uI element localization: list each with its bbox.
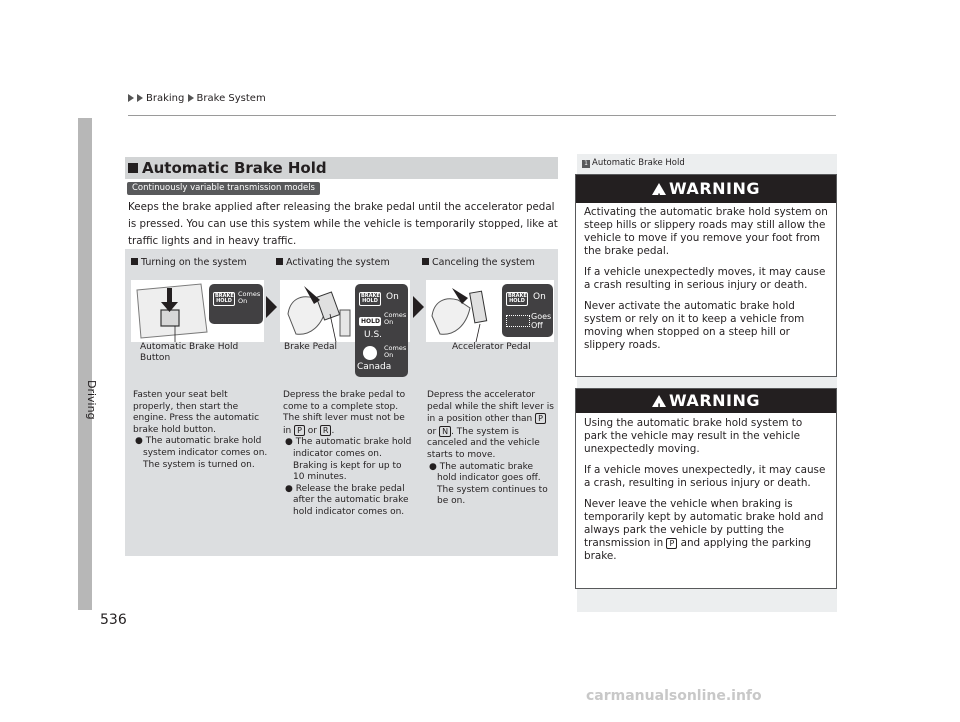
warning-1-body xyxy=(584,206,828,360)
step1-instruction: Fasten your seat belt properly, then start the engine. Press the automatic brake hold button. xyxy=(133,390,260,435)
watermark: carmanualsonline.info xyxy=(586,688,762,704)
page-number: 536 xyxy=(100,612,127,628)
step2-hold-note: Comes On xyxy=(384,311,407,326)
intro-paragraph: Keeps the brake applied after releasing the brake pedal until the accelerator pedal is pressed. You can use this system while the vehicle is temporarily stopped, like at traffic lights and in heavy traffic. xyxy=(128,201,558,247)
hold-indicator-icon: HOLD xyxy=(361,318,380,325)
warning-triangle-icon xyxy=(652,395,666,407)
step-bullet-icon xyxy=(131,258,138,265)
step-arrow-icon xyxy=(413,296,424,318)
warning-2-p2: If a vehicle moves unexpectedly, it may cause a crash, resulting in serious injury or death. xyxy=(584,464,826,489)
gear-key-r: R xyxy=(320,425,332,436)
step1-heading xyxy=(131,257,247,268)
step-bullet-icon xyxy=(422,258,429,265)
step3-heading-text: Canceling the system xyxy=(432,257,535,268)
breadcrumb-braking[interactable]: Braking xyxy=(146,93,185,104)
section-title xyxy=(128,157,327,179)
step3-text: Depress the accelerator pedal while the shift lever is in a position other than P or N . The system is canceled and the vehicle starts to move. ● The automatic brake hold indicator goes off. The system continues to be on. xyxy=(427,390,554,507)
step-bullet-icon xyxy=(276,258,283,265)
warning-1-p3: Never activate the automatic brake hold system or rely on it to keep a vehicle from moving when stopped on a steep hill or slippery roads. xyxy=(584,300,805,351)
step2-indicator-on: On xyxy=(386,292,399,302)
gear-key-p: P xyxy=(294,425,305,436)
step2-bullet-1: ● The automatic brake hold indicator comes on. Braking is kept for up to 10 minutes. xyxy=(285,437,412,483)
chapter-side-tab xyxy=(78,118,92,610)
warning-triangle-icon xyxy=(652,183,666,195)
step1-bullet: ● The automatic brake hold system indicator comes on. The system is turned on. xyxy=(135,436,268,470)
warning-1-heading: !WARNING xyxy=(576,175,836,203)
warning-2-body xyxy=(584,417,828,571)
warning-2-p3: Never leave the vehicle when braking is temporarily kept by automatic brake hold and always park the vehicle by putting the transmission in P and applying the parking brake. xyxy=(584,498,824,562)
gear-key-p: P xyxy=(535,413,546,424)
step1-text xyxy=(133,390,268,471)
brake-circle-indicator-icon xyxy=(363,346,377,360)
model-badge: Continuously variable transmission models xyxy=(127,182,320,195)
notes-title-text: Automatic Brake Hold xyxy=(592,158,685,168)
chapter-label: Driving xyxy=(85,380,98,420)
warning-1-p1: Activating the automatic brake hold system on steep hills or slippery roads may still allow the vehicle to move if you remove your foot from the brake pedal. xyxy=(584,206,828,257)
brake-hold-indicator-icon: BRAKE HOLD xyxy=(508,293,527,304)
step2-canada-note: Comes On xyxy=(384,344,407,359)
warning-1-p2: If a vehicle unexpectedly moves, it may cause a crash resulting in serious injury or death. xyxy=(584,266,826,291)
step1-callout: Automatic Brake Hold Button xyxy=(140,342,239,363)
step2-instruction: Depress the brake pedal to come to a complete stop. The shift lever must not be in xyxy=(283,390,406,436)
step2-bullet-2: ● Release the brake pedal after the automatic brake hold indicator comes on. xyxy=(285,483,409,517)
header-divider xyxy=(128,115,836,116)
canada-label: Canada xyxy=(357,362,392,372)
warning-2-p1: Using the automatic brake hold system to park the vehicle may result in the vehicle unexpectedly moving. xyxy=(584,417,803,455)
breadcrumb-arrow-icon xyxy=(188,94,194,102)
warning-box-2 xyxy=(575,388,837,589)
step-arrow-icon xyxy=(266,296,277,318)
step1-indicator xyxy=(209,284,263,324)
section-title-text: Automatic Brake Hold xyxy=(142,159,327,177)
step3-callout: Accelerator Pedal xyxy=(452,342,531,352)
step2-heading xyxy=(276,257,390,268)
us-label: U.S. xyxy=(364,330,383,340)
breadcrumb xyxy=(128,93,266,105)
gear-key-n: N xyxy=(439,426,451,437)
brake-hold-indicator-icon: BRAKE HOLD xyxy=(215,293,234,304)
section-bullet-icon xyxy=(128,163,138,173)
step3-instruction: Depress the accelerator pedal while the shift lever is in a position other than xyxy=(427,390,554,425)
breadcrumb-arrow-icon xyxy=(137,94,143,102)
step2-text: Depress the brake pedal to come to a complete stop. The shift lever must not be in P or R . ● The automatic brake hold indicator comes on. Braking is kept for up to 10 minutes. ● Release the brake pedal after the automatic brake hold indicator comes on. xyxy=(283,390,415,519)
warning-box-1 xyxy=(575,174,837,377)
step1-heading-text: Turning on the system xyxy=(141,257,247,268)
note-number-icon: 1 xyxy=(582,160,590,168)
step3-goes-off: Goes Off xyxy=(531,312,552,330)
indicator-off-outline-icon xyxy=(506,315,530,327)
step2-indicators xyxy=(355,284,408,377)
step3-bullet: ● The automatic brake hold indicator goes off. The system continues to be on. xyxy=(429,461,548,507)
gear-key-p: P xyxy=(666,538,677,549)
step2-heading-text: Activating the system xyxy=(286,257,390,268)
warning-2-heading: !WARNING xyxy=(576,389,836,413)
notes-title xyxy=(582,158,685,168)
brake-hold-indicator-icon: BRAKE HOLD xyxy=(361,293,380,304)
breadcrumb-brake-system[interactable]: Brake System xyxy=(196,93,266,104)
step1-indicator-note: Comes On xyxy=(238,290,261,305)
step3-heading xyxy=(422,257,535,268)
breadcrumb-arrow-icon xyxy=(128,94,134,102)
step3-indicator-on: On xyxy=(533,292,546,302)
step3-indicator xyxy=(502,284,553,337)
step2-callout: Brake Pedal xyxy=(284,342,338,352)
